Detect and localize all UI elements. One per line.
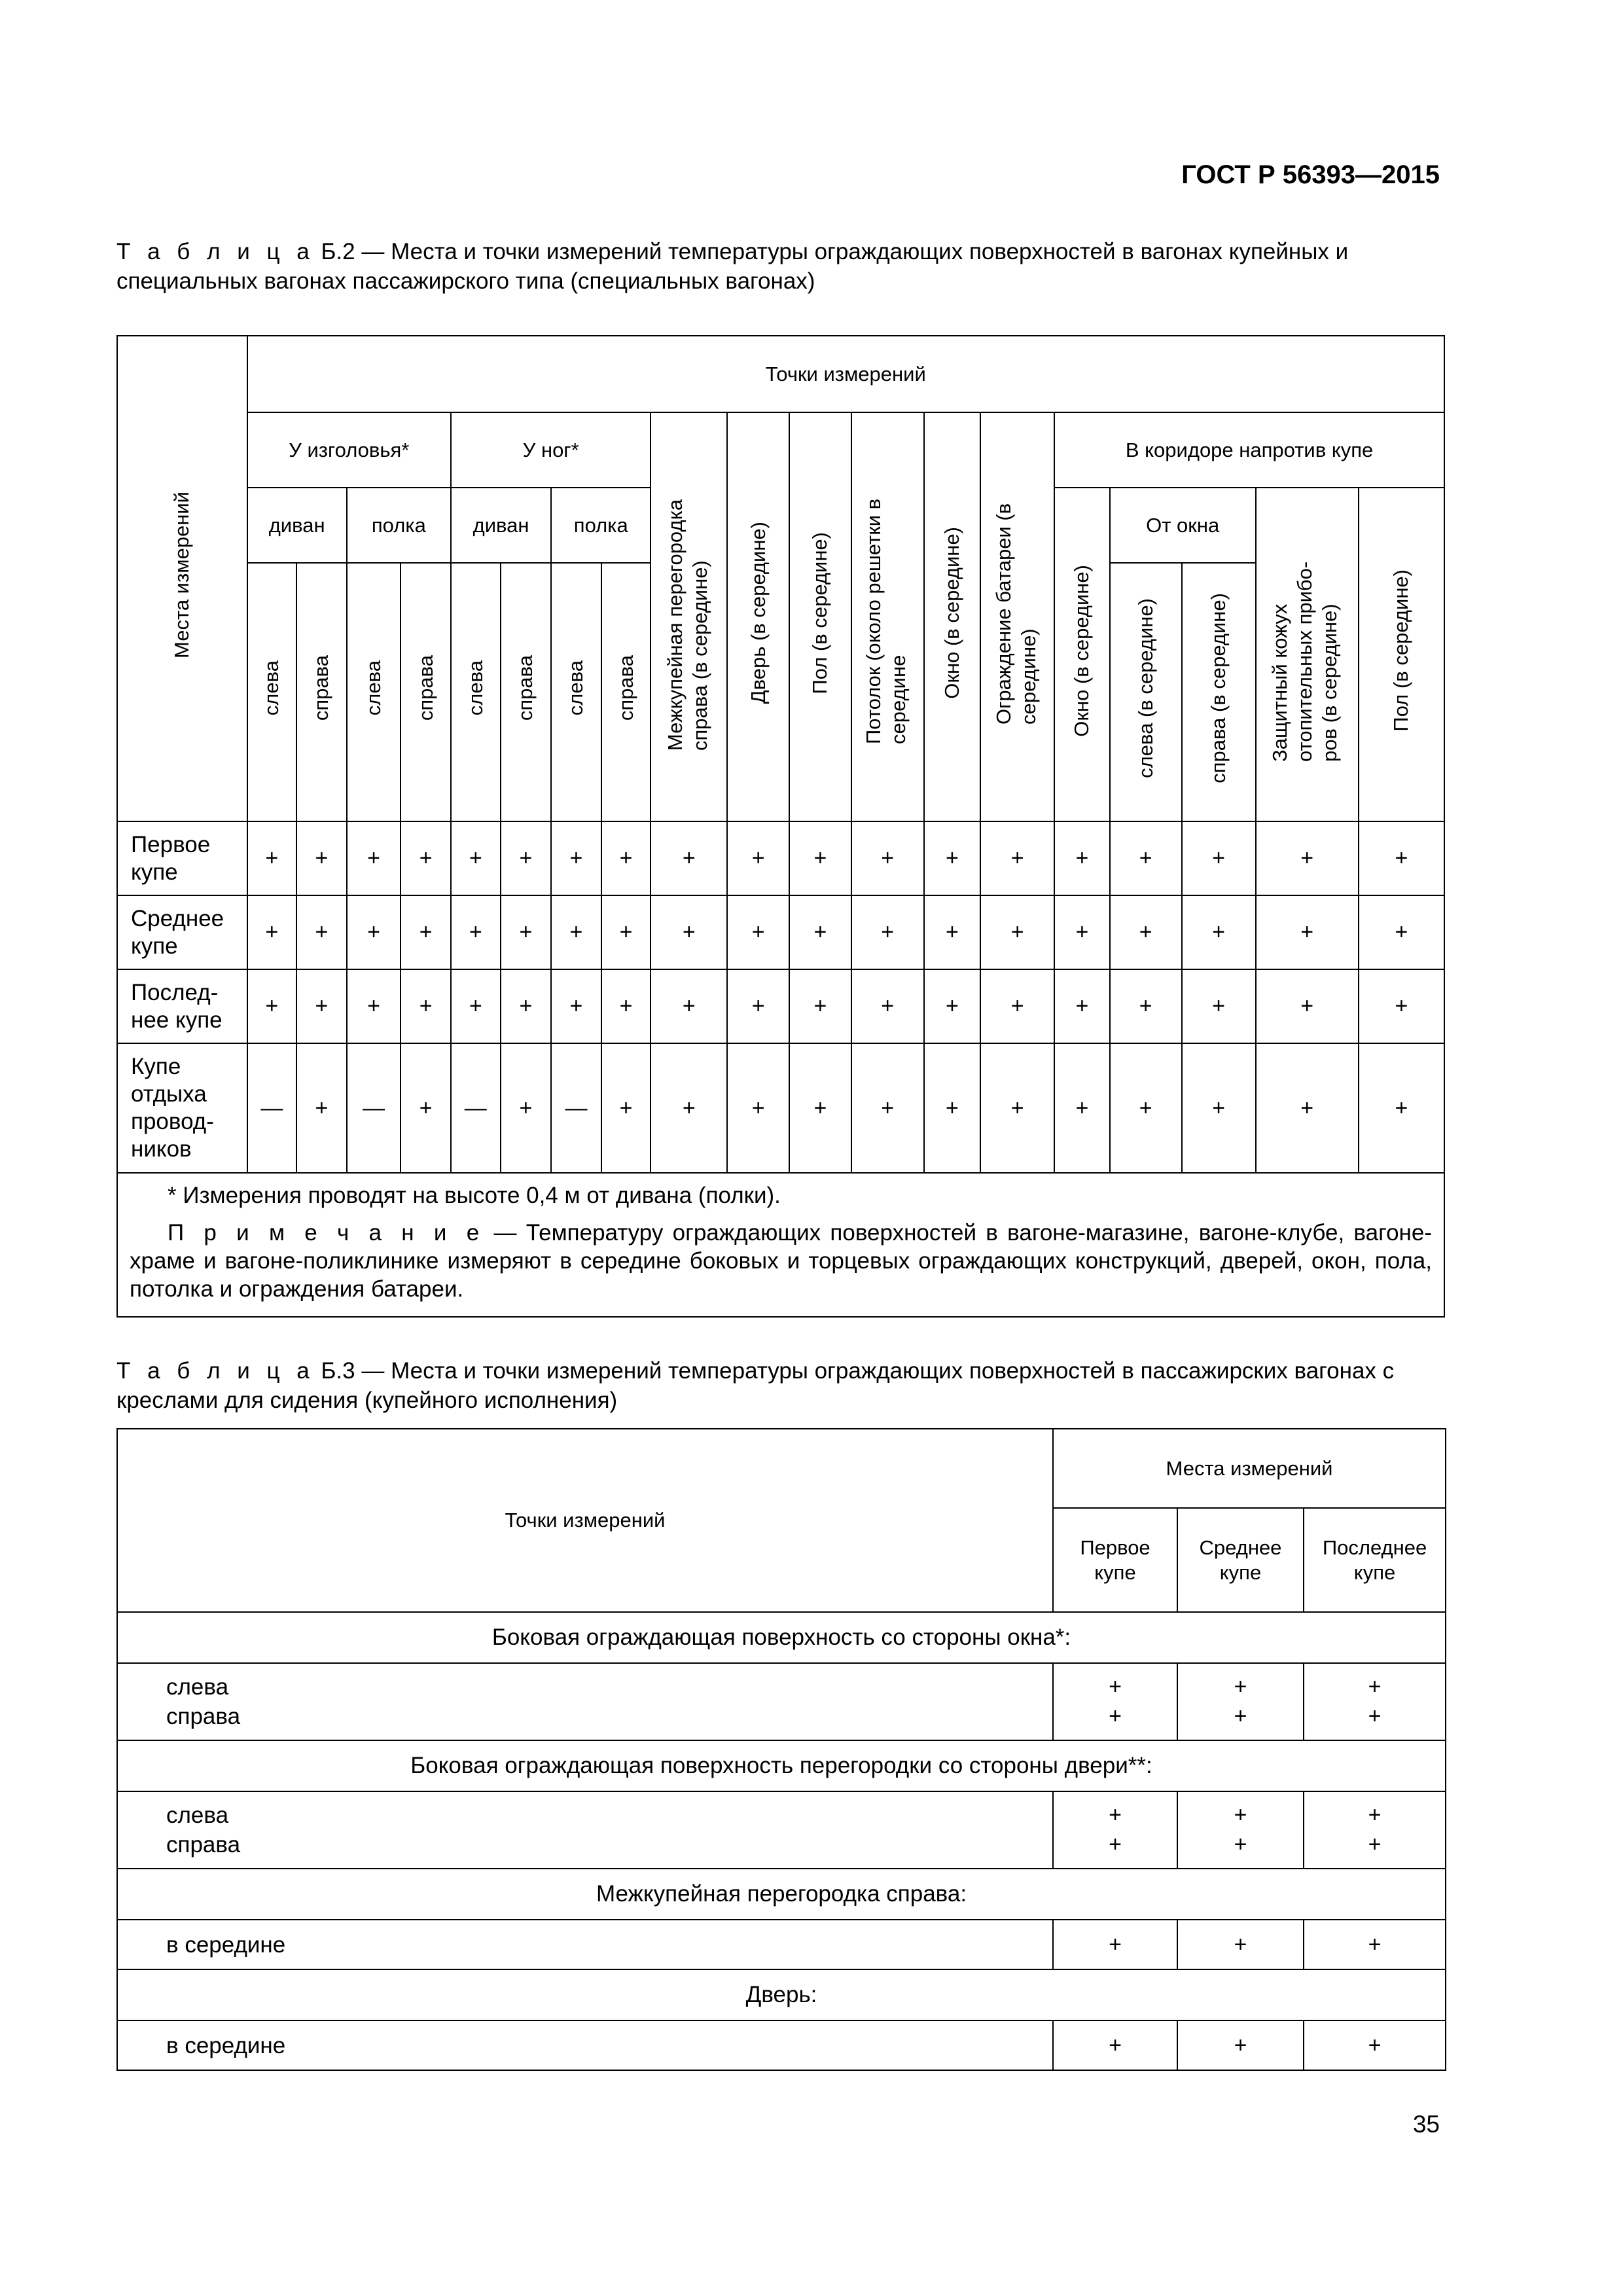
measurement-mark: + [501, 969, 552, 1043]
head-sofa-left-header: слева [247, 563, 297, 821]
head-shelf-header: полка [347, 488, 451, 563]
measurement-mark-cell [1304, 1663, 1446, 1740]
measurement-mark-cell [1053, 2020, 1177, 2070]
measurement-points [117, 1663, 1053, 1740]
measurement-mark: + [924, 1043, 981, 1173]
table-row [117, 1043, 1444, 1173]
table-b3-caption-label: Т а б л и ц а [116, 1358, 315, 1384]
measurement-mark: + [851, 1043, 924, 1173]
section-row [117, 1740, 1446, 1791]
col-middle-header: Среднее купе [1177, 1508, 1304, 1612]
measurement-mark: + [651, 821, 727, 895]
col-window-header: Окно (в середине) [924, 412, 981, 821]
note-label: П р и м е ч а н и е [168, 1220, 485, 1246]
measurement-mark: — [451, 1043, 501, 1173]
measurement-mark-cell [1304, 1920, 1446, 1969]
measurement-points [117, 2020, 1053, 2070]
note-text: — Температуру ограждающих поверхностей в вагоне-магазине, вагоне-клубе, вагоне-храме и вагоне-поликлинике измеряют в середине боковых и торцевых ограждающих конструкций, дверей, окон, пола, потолка и ограждения батареи. [130, 1220, 1433, 1302]
measurement-mark: + [1109, 1803, 1122, 1827]
measurement-mark-cell [1304, 2020, 1446, 2070]
group-feet-header: У ног* [451, 412, 651, 488]
measurement-mark: + [451, 821, 501, 895]
measurement-mark: + [1359, 969, 1444, 1043]
row-label: Послед-нее купе [117, 969, 247, 1043]
row-label: Купе отдыха провод-ников [117, 1043, 247, 1173]
section-title: Межкупейная перегородка справа: [117, 1869, 1446, 1920]
col-floor-header: Пол (в середине) [789, 412, 851, 821]
measurement-mark: + [1109, 1931, 1122, 1957]
feet-sofa-right-header: справа [501, 563, 552, 821]
measurement-mark: + [727, 1043, 789, 1173]
col-corridor-window-header: Окно (в середине) [1054, 488, 1110, 821]
feet-shelf-left-header: слева [551, 563, 601, 821]
measurement-mark: + [727, 969, 789, 1043]
head-shelf-left-header: слева [347, 563, 401, 821]
measurement-mark: + [789, 1043, 851, 1173]
measurement-mark: + [1109, 1674, 1122, 1699]
measurement-mark: + [1359, 821, 1444, 895]
row-label: Среднее купе [117, 895, 247, 969]
measurement-mark: + [347, 895, 401, 969]
head-sofa-header: диван [247, 488, 347, 563]
measurement-mark: + [1256, 969, 1359, 1043]
places-header: Места измерений [117, 336, 247, 821]
measurement-mark: + [1368, 1931, 1382, 1957]
measurement-mark: + [789, 969, 851, 1043]
measurement-mark: + [1054, 821, 1110, 895]
measurement-mark: + [980, 821, 1054, 895]
col-partition-header: Межкупейная перегородка справа (в середине) [651, 412, 727, 821]
measurement-mark: + [501, 1043, 552, 1173]
measurement-mark: + [1234, 1704, 1247, 1729]
measurement-mark: + [1368, 1704, 1382, 1729]
feet-sofa-left-header: слева [451, 563, 501, 821]
measurement-mark: + [601, 1043, 651, 1173]
col-corridor-heater-header: Защитный кожух отопительных прибо-ров (в середине) [1256, 488, 1359, 821]
measurement-mark: + [1054, 895, 1110, 969]
measurement-mark-cell [1177, 2020, 1304, 2070]
measurement-mark: + [551, 895, 601, 969]
measurement-mark-cell [1177, 1663, 1304, 1740]
measurement-mark: + [980, 969, 1054, 1043]
measurement-mark: + [1182, 821, 1256, 895]
measurement-points [117, 1920, 1053, 1969]
measurement-mark: + [1234, 1832, 1247, 1857]
table-row [117, 1920, 1446, 1969]
measurement-mark: + [851, 821, 924, 895]
measurement-mark: + [296, 1043, 347, 1173]
measurement-mark: + [1359, 1043, 1444, 1173]
measurement-mark: + [924, 821, 981, 895]
feet-sofa-header: диван [451, 488, 551, 563]
measurement-mark-cell [1053, 1791, 1177, 1869]
measurement-mark: + [347, 821, 401, 895]
from-window-header: От окна [1110, 488, 1256, 563]
table-row [117, 969, 1444, 1043]
table-b2-caption-label: Т а б л и ц а [116, 239, 315, 264]
measurement-mark: + [401, 1043, 451, 1173]
section-title: Боковая ограждающая поверхность перегородки со стороны двери**: [117, 1740, 1446, 1791]
measurement-mark: + [1256, 821, 1359, 895]
measurement-mark-cell [1053, 1663, 1177, 1740]
measurement-mark: + [1109, 1832, 1122, 1857]
measurement-mark: + [789, 895, 851, 969]
col-first-header: Первое купе [1053, 1508, 1177, 1612]
measurement-mark: + [651, 895, 727, 969]
measurement-mark: + [1368, 2032, 1382, 2058]
measurement-mark: + [601, 821, 651, 895]
table-b2-caption [116, 237, 1445, 296]
table-row [117, 2020, 1446, 2070]
measurement-mark: + [296, 895, 347, 969]
measurement-mark: + [651, 969, 727, 1043]
col-corridor-left-header: слева (в середине) [1110, 563, 1182, 821]
section-title: Боковая ограждающая поверхность со стороны окна*: [117, 1612, 1446, 1663]
head-sofa-right-header: справа [296, 563, 347, 821]
table-b2-notes [117, 1173, 1444, 1317]
points-header: Точки измерений [117, 1429, 1053, 1612]
measurement-mark: + [1234, 1931, 1247, 1957]
page-number: 35 [1412, 2111, 1440, 2138]
measurement-mark: + [451, 969, 501, 1043]
section-row [117, 1969, 1446, 2020]
measurement-mark: + [401, 895, 451, 969]
measurement-mark-cell [1304, 1791, 1446, 1869]
measurement-mark: + [501, 821, 552, 895]
group-corridor-header: В коридоре напротив купе [1054, 412, 1444, 488]
table-row [117, 895, 1444, 969]
col-corridor-floor-header: Пол (в середине) [1359, 488, 1444, 821]
group-head-header: У изголовья* [247, 412, 451, 488]
points-header: Точки измерений [247, 336, 1444, 412]
table-row [117, 1791, 1446, 1869]
table-b3-caption [116, 1356, 1445, 1415]
measurement-mark: + [980, 895, 1054, 969]
measurement-mark: + [1182, 895, 1256, 969]
col-door-header: Дверь (в середине) [727, 412, 789, 821]
measurement-mark: + [651, 1043, 727, 1173]
measurement-mark: + [1109, 2032, 1122, 2058]
measurement-mark: + [296, 969, 347, 1043]
row-label: Первое купе [117, 821, 247, 895]
table-row [117, 1663, 1446, 1740]
measurement-mark: — [551, 1043, 601, 1173]
measurement-mark: + [1368, 1674, 1382, 1699]
point-item: слева [166, 1803, 229, 1828]
measurement-mark: + [1256, 895, 1359, 969]
measurement-mark: + [1359, 895, 1444, 969]
measurement-mark-cell [1177, 1791, 1304, 1869]
section-title: Дверь: [117, 1969, 1446, 2020]
measurement-mark: + [727, 895, 789, 969]
measurement-mark: + [1109, 1704, 1122, 1729]
measurement-mark: + [1110, 969, 1182, 1043]
point-item: справа [166, 1832, 241, 1857]
measurement-mark: + [851, 969, 924, 1043]
point-item: в середине [166, 1931, 286, 1958]
measurement-mark: + [980, 1043, 1054, 1173]
measurement-mark: + [851, 895, 924, 969]
measurement-mark: + [247, 895, 297, 969]
measurement-mark: + [1054, 969, 1110, 1043]
measurement-mark: + [401, 969, 451, 1043]
measurement-mark: + [1368, 1803, 1382, 1827]
measurement-mark: + [247, 969, 297, 1043]
measurement-mark: + [1110, 821, 1182, 895]
measurement-mark: + [1368, 1832, 1382, 1857]
table-b3 [116, 1428, 1446, 2071]
measurement-mark: — [247, 1043, 297, 1173]
point-item: справа [166, 1704, 241, 1729]
section-row [117, 1869, 1446, 1920]
measurement-mark: + [1110, 1043, 1182, 1173]
measurement-mark: + [347, 969, 401, 1043]
table-row [117, 821, 1444, 895]
table-b2 [116, 335, 1445, 1318]
note [130, 1219, 1432, 1303]
head-shelf-right-header: справа [401, 563, 451, 821]
measurement-mark: + [501, 895, 552, 969]
places-header: Места измерений [1053, 1429, 1446, 1508]
measurement-mark: + [1054, 1043, 1110, 1173]
measurement-mark: + [1110, 895, 1182, 969]
measurement-mark: + [1234, 1674, 1247, 1699]
col-ceiling-header: Потолок (около решетки в середине [851, 412, 924, 821]
measurement-mark-cell [1053, 1920, 1177, 1969]
measurement-mark: + [727, 821, 789, 895]
measurement-mark: + [451, 895, 501, 969]
point-item: слева [166, 1674, 229, 1700]
measurement-mark: + [1256, 1043, 1359, 1173]
measurement-mark: + [247, 821, 297, 895]
feet-shelf-header: полка [551, 488, 651, 563]
table-b2-caption-text: Б.2 — Места и точки измерений температуры ограждающих поверхностей в вагонах купейных и специальных вагонах пассажирского типа (специальных вагонах) [116, 239, 1349, 294]
section-row [117, 1612, 1446, 1663]
measurement-mark: + [296, 821, 347, 895]
measurement-mark: + [924, 895, 981, 969]
measurement-points [117, 1791, 1053, 1869]
measurement-mark: + [1182, 969, 1256, 1043]
col-last-header: Последнее купе [1304, 1508, 1446, 1612]
measurement-mark: + [789, 821, 851, 895]
measurement-mark-cell [1177, 1920, 1304, 1969]
col-corridor-right-header: справа (в середине) [1182, 563, 1256, 821]
table-b3-caption-text: Б.3 — Места и точки измерений температуры ограждающих поверхностей в пассажирских вагонах с креслами для сидения (купейного исполнения) [116, 1358, 1395, 1413]
document-code: ГОСТ Р 56393—2015 [1181, 160, 1440, 189]
measurement-mark: + [924, 969, 981, 1043]
measurement-mark: + [551, 969, 601, 1043]
feet-shelf-right-header: справа [601, 563, 651, 821]
measurement-mark: — [347, 1043, 401, 1173]
footnote: * Измерения проводят на высоте 0,4 м от дивана (полки). [168, 1183, 781, 1208]
measurement-mark: + [601, 969, 651, 1043]
point-item: в середине [166, 2032, 286, 2058]
col-battery-header: Ограждение батареи (в середине) [980, 412, 1054, 821]
measurement-mark: + [1234, 2032, 1247, 2058]
measurement-mark: + [401, 821, 451, 895]
measurement-mark: + [601, 895, 651, 969]
measurement-mark: + [1234, 1803, 1247, 1827]
measurement-mark: + [551, 821, 601, 895]
measurement-mark: + [1182, 1043, 1256, 1173]
